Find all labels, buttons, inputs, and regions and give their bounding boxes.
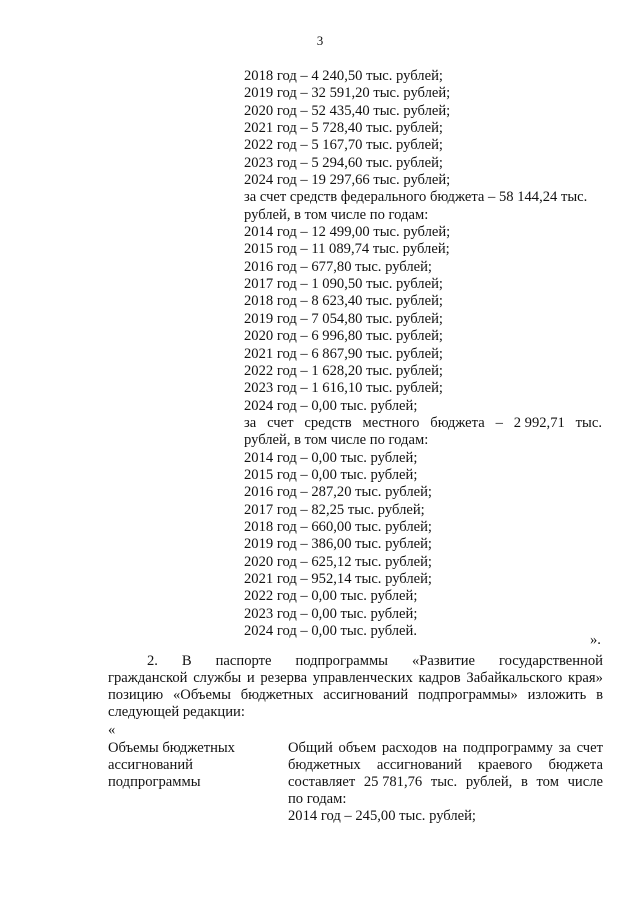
year-line: 2021 год – 6 867,90 тыс. рублей; bbox=[244, 345, 443, 362]
year-line: 2022 год – 0,00 тыс. рублей; bbox=[244, 588, 418, 605]
local-intro-cont: рублей, в том числе по годам: bbox=[244, 432, 429, 449]
year-line: 2022 год – 1 628,20 тыс. рублей; bbox=[244, 362, 443, 379]
year-line: 2024 год – 19 297,66 тыс. рублей; bbox=[244, 172, 451, 189]
year-line: 2017 год – 82,25 тыс. рублей; bbox=[244, 501, 425, 518]
year-line: 2020 год – 625,12 тыс. рублей; bbox=[244, 553, 432, 570]
closing-quote: ». bbox=[590, 632, 601, 648]
year-line: 2020 год – 52 435,40 тыс. рублей; bbox=[244, 102, 451, 119]
open-quote: « bbox=[108, 722, 116, 738]
table-right-line-3: составляет 25 781,76 тыс. рублей, в том числе bbox=[288, 774, 603, 790]
federal-intro: за счет средств федерального бюджета – 58 144,24 тыс. bbox=[244, 189, 588, 206]
paragraph-2-line-1: 2. В паспорте подпрограммы «Развитие государственной bbox=[147, 653, 603, 669]
year-line: 2019 год – 7 054,80 тыс. рублей; bbox=[244, 310, 443, 327]
year-line: 2014 год – 12 499,00 тыс. рублей; bbox=[244, 224, 451, 241]
year-line: 2024 год – 0,00 тыс. рублей. bbox=[244, 623, 417, 639]
paragraph-2-line-3: позицию «Объемы бюджетных ассигнований подпрограммы» изложить в bbox=[108, 687, 603, 703]
year-line: 2024 год – 0,00 тыс. рублей; bbox=[244, 397, 418, 414]
year-line: 2022 год – 5 167,70 тыс. рублей; bbox=[244, 137, 443, 154]
year-line: 2016 год – 677,80 тыс. рублей; bbox=[244, 258, 432, 275]
year-line: 2017 год – 1 090,50 тыс. рублей; bbox=[244, 276, 443, 293]
year-line: 2023 год – 0,00 тыс. рублей; bbox=[244, 605, 418, 622]
local-intro: за счет средств местного бюджета – 2 992,71 тыс. bbox=[244, 414, 602, 431]
funding-years-list bbox=[244, 68, 602, 640]
year-line: 2020 год – 6 996,80 тыс. рублей; bbox=[244, 328, 443, 345]
year-line: 2021 год – 5 728,40 тыс. рублей; bbox=[244, 120, 443, 137]
paragraph-2-line-4: следующей редакции: bbox=[108, 704, 245, 720]
year-line: 2023 год – 5 294,60 тыс. рублей; bbox=[244, 154, 443, 171]
page-number: 3 bbox=[316, 33, 324, 48]
table-left-cell: Объемы бюджетных ассигнований подпрограммы bbox=[108, 740, 235, 790]
year-line: 2019 год – 386,00 тыс. рублей; bbox=[244, 536, 432, 553]
year-line: 2015 год – 11 089,74 тыс. рублей; bbox=[244, 241, 450, 258]
year-line: 2016 год – 287,20 тыс. рублей; bbox=[244, 484, 432, 501]
table-right-cell bbox=[288, 740, 603, 825]
year-line: 2023 год – 1 616,10 тыс. рублей; bbox=[244, 380, 443, 397]
table-right-line-1: Общий объем расходов на подпрограмму за счет bbox=[288, 740, 603, 756]
year-line: 2018 год – 4 240,50 тыс. рублей; bbox=[244, 68, 443, 84]
year-line: 2015 год – 0,00 тыс. рублей; bbox=[244, 466, 418, 483]
year-line: 2021 год – 952,14 тыс. рублей; bbox=[244, 570, 432, 587]
table-right-line-5: 2014 год – 245,00 тыс. рублей; bbox=[288, 808, 476, 824]
paragraph-2-line-2: гражданской службы и резерва управленческих кадров Забайкальского края» bbox=[108, 670, 603, 686]
year-line: 2018 год – 8 623,40 тыс. рублей; bbox=[244, 293, 443, 310]
table-right-line-2: бюджетных ассигнований краевого бюджета bbox=[288, 757, 603, 773]
federal-intro-cont: рублей, в том числе по годам: bbox=[244, 206, 429, 223]
table-right-line-4: по годам: bbox=[288, 791, 347, 807]
year-line: 2018 год – 660,00 тыс. рублей; bbox=[244, 518, 432, 535]
year-line: 2014 год – 0,00 тыс. рублей; bbox=[244, 449, 418, 466]
year-line: 2019 год – 32 591,20 тыс. рублей; bbox=[244, 85, 451, 102]
